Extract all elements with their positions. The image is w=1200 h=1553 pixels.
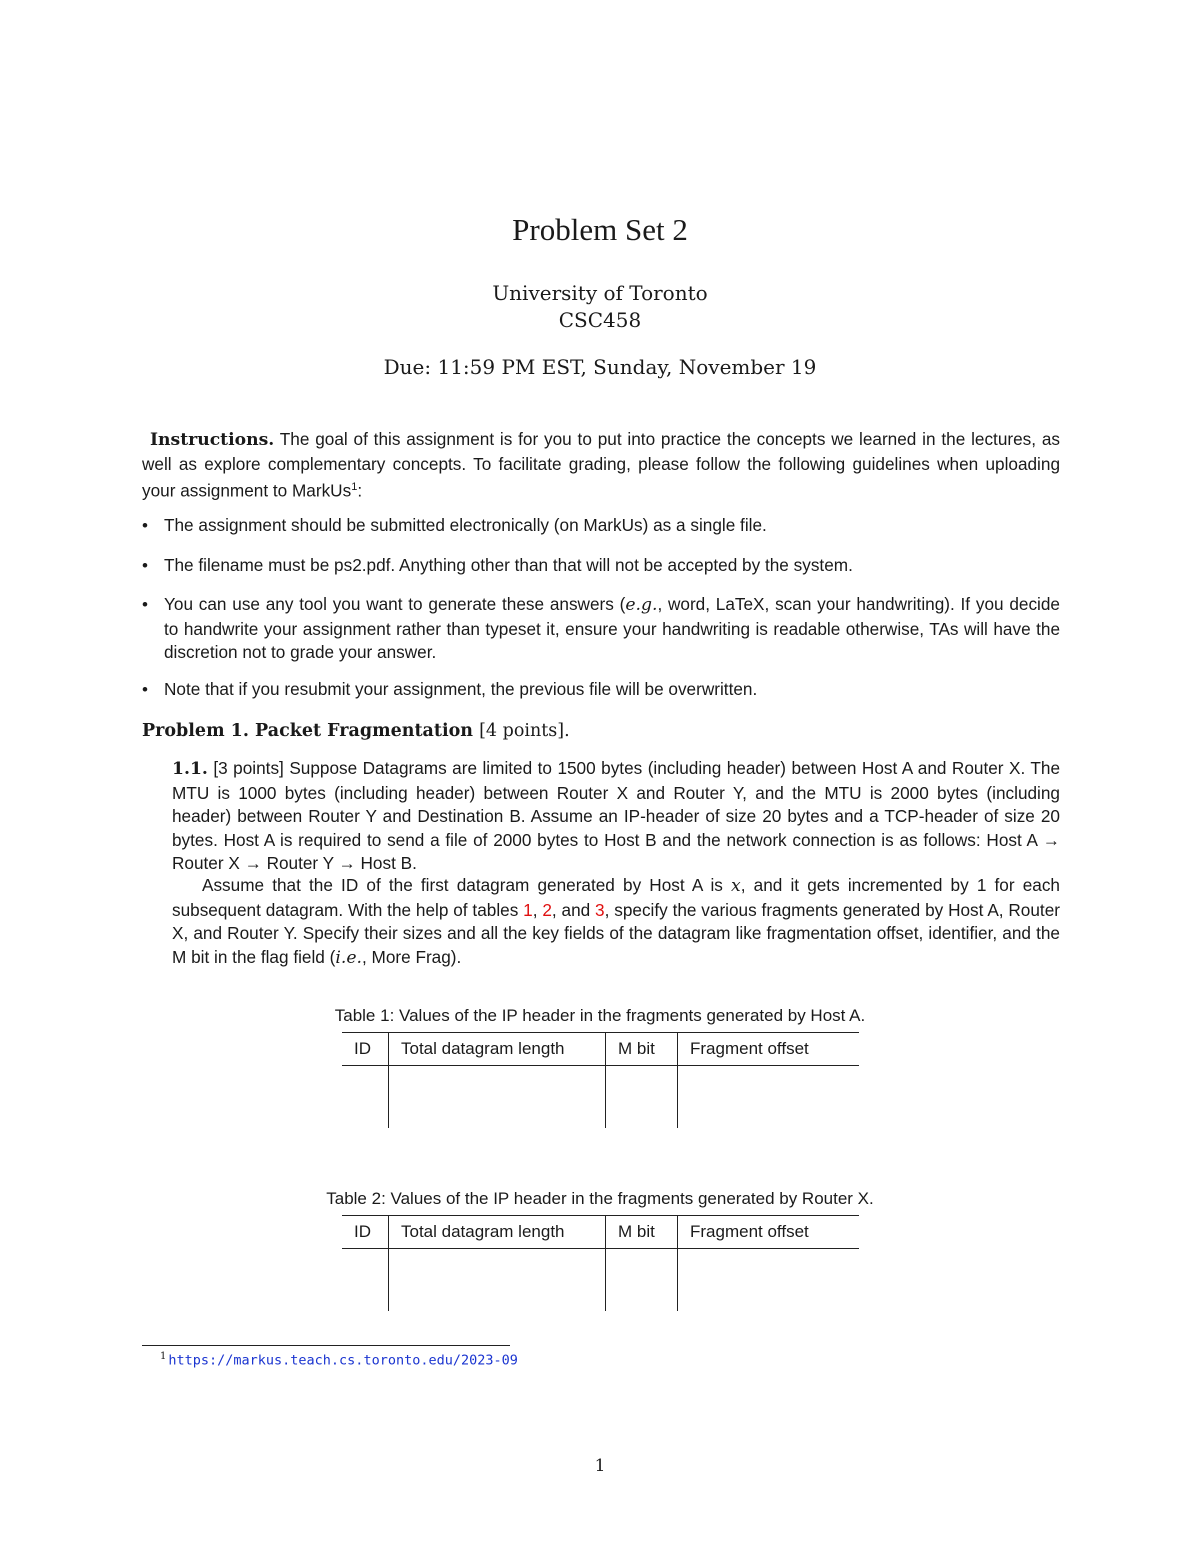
paragraph-text: , More Frag). [361, 946, 462, 967]
eg-abbrev: e.g. [625, 595, 658, 615]
due-date: Due: 11:59 PM EST, Sunday, November 19 [383, 355, 817, 379]
table-row [342, 1066, 859, 1129]
subproblem-paragraph [172, 757, 1060, 876]
table-caption-2: Table 2: Values of the IP header in the fragments generated by Router X. [326, 1189, 874, 1208]
table-row [342, 1249, 859, 1312]
subproblem-paragraph-2 [172, 874, 1060, 970]
table-cell [389, 1249, 606, 1312]
footnote-number: 1 [160, 1351, 167, 1362]
table-header-row [342, 1216, 859, 1249]
bullet-item: • Note that if you resubmit your assignment, the previous file will be overwritten. [164, 678, 1060, 702]
instructions-lead: Instructions. [150, 430, 275, 450]
university-name: University of Toronto [492, 281, 708, 305]
subproblem-text: Suppose Datagrams are limited to 1500 bytes (including header) between Host A and Router X. The MTU is 1000 bytes (including header) between Router X and Router Y, and the MTU is 2000 bytes (including header) between Router Y and Destination B. Assume an IP-header of size 20 bytes and a TCP-header of size 20 bytes. Host A is required to send a file of 2000 bytes to Host B and the network connection is as follows: Host A → Router X → Router Y → Host B. [172, 758, 1061, 873]
paragraph-text: Assume that the ID of the first datagram generated by Host A is [202, 875, 732, 895]
footnote-marker[interactable]: 1 [351, 481, 358, 493]
course-code: CSC458 [558, 308, 642, 332]
instructions-text: The goal of this assignment is for you to put into practice the concepts we learned in the lectures, as well as explore complementary concepts. To facilitate grading, please follow the following guidelines when uploading your assignment to MarkUs [142, 429, 1060, 501]
table-cell [342, 1066, 389, 1129]
column-header-offset: Fragment offset [678, 1033, 860, 1066]
table-ref-2[interactable]: 2 [542, 899, 552, 920]
subproblem-points: [3 points] [213, 758, 284, 778]
column-header-id: ID [342, 1033, 389, 1066]
table-header-row [342, 1033, 859, 1066]
ie-abbrev: i.e. [335, 947, 362, 968]
problem-title: Problem 1. Packet Fragmentation [142, 721, 473, 741]
bullet-item [164, 593, 1060, 665]
footnote [160, 1351, 518, 1369]
paragraph-text: , and it gets incremented by 1 for each subsequent datagram. With the help of tables [172, 875, 1060, 920]
table-cell [606, 1066, 678, 1129]
fragment-table-2 [342, 1215, 859, 1311]
table-cell [342, 1249, 389, 1312]
paragraph-text: , specify the various fragments generated by Host A, Router X, and Router Y. Specify their sizes and all the key fields of the datagram like fragmentation offset, identifier, and the M bit in the flag field ( [172, 899, 1060, 967]
table-caption-1: Table 1: Values of the IP header in the fragments generated by Host A. [334, 1006, 866, 1025]
table-cell [678, 1066, 860, 1129]
column-header-length: Total datagram length [389, 1216, 606, 1249]
table-cell [678, 1249, 860, 1312]
problem-heading [142, 721, 570, 741]
instructions-paragraph [142, 428, 1060, 503]
fragment-table-1 [342, 1032, 859, 1128]
bullet-item: • The filename must be ps2.pdf. Anything other than that will not be accepted by the system. [164, 554, 1060, 578]
variable-x: x [731, 876, 741, 896]
column-header-id: ID [342, 1216, 389, 1249]
table-cell [389, 1066, 606, 1129]
separator: , and [551, 899, 596, 920]
page-title: Problem Set 2 [512, 212, 688, 247]
column-header-mbit: M bit [606, 1216, 678, 1249]
bullet-item: • The assignment should be submitted electronically (on MarkUs) as a single file. [164, 514, 1060, 538]
separator: , [532, 899, 543, 920]
footnote-divider [142, 1345, 510, 1346]
problem-points: [4 points]. [479, 721, 570, 741]
page-number: 1 [594, 1456, 606, 1476]
instructions-tail: : [357, 480, 363, 501]
column-header-mbit: M bit [606, 1033, 678, 1066]
table-ref-3[interactable]: 3 [595, 899, 605, 920]
column-header-length: Total datagram length [389, 1033, 606, 1066]
bullet-text: You can use any tool you want to generate these answers ( [164, 594, 626, 614]
footnote-link[interactable]: https://markus.teach.cs.toronto.edu/2023-09 [168, 1352, 518, 1369]
table-cell [606, 1249, 678, 1312]
column-header-offset: Fragment offset [678, 1216, 860, 1249]
bullet-text: , word, LaTeX, scan your handwriting). If you decide to handwrite your assignment rather than typeset it, ensure your handwriting is readable otherwise, TAs will have the discretion not to grade your answer. [164, 594, 1060, 662]
subproblem-number: 1.1. [172, 759, 208, 779]
table-ref-1[interactable]: 1 [523, 899, 533, 920]
